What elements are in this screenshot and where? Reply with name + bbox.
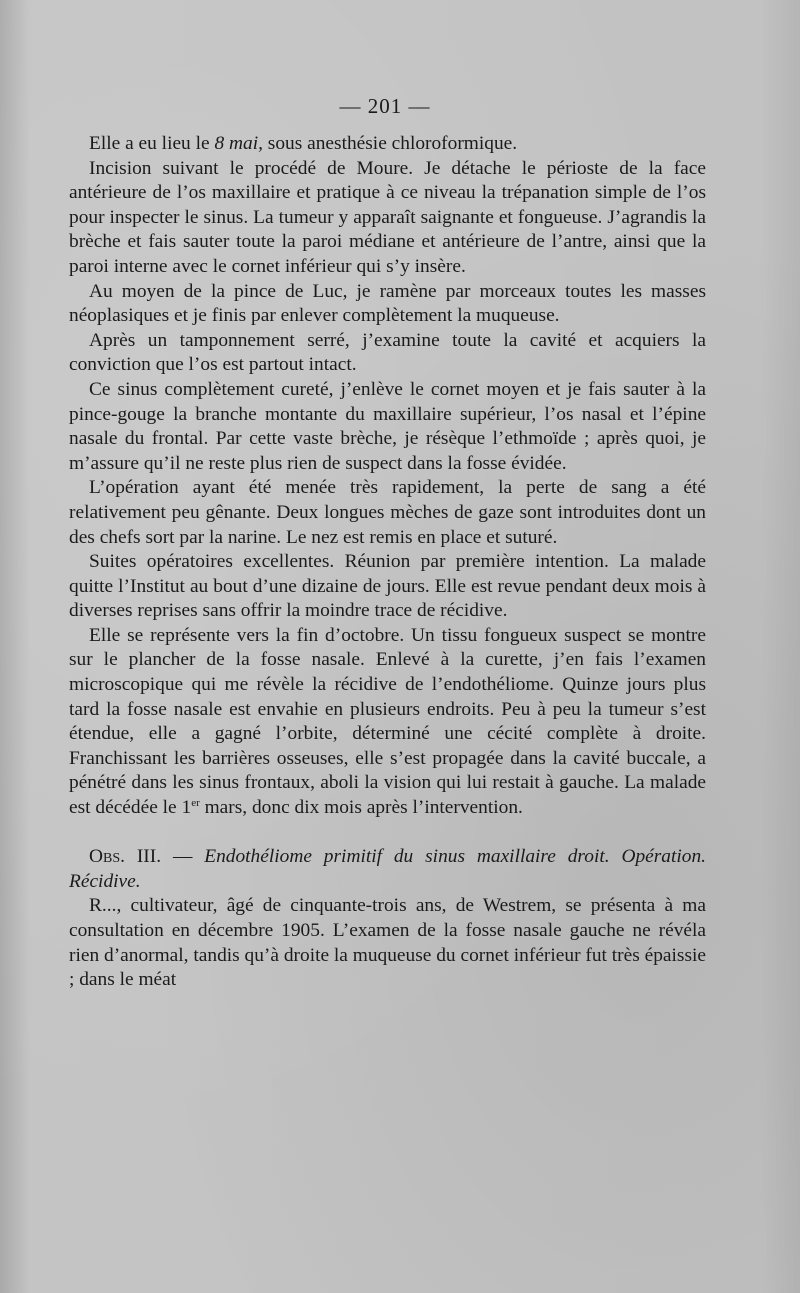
- paragraph: Suites opératoires excellentes. Réunion par première intention. La malade quitte l’Institut au bout d’une dizaine de jours. Elle est revue pendant deux mois à diverses reprises sans offrir la moindre trace de récidive.: [69, 551, 706, 622]
- ordinal-suffix: er: [191, 797, 200, 810]
- observation-dash: —: [161, 846, 205, 868]
- paragraph: Au moyen de la pince de Luc, je ramène par morceaux toutes les masses néoplasiques et je finis par enlever complètement la muqueuse.: [69, 280, 706, 327]
- text-run: sous anesthésie chloroformique.: [262, 133, 518, 154]
- paragraph: Incision suivant le procédé de Moure. Je détache le périoste de la face antérieure de l’os maxillaire et pratique à ce niveau la trépanation simple de l’os pour inspecter le sinus. La tumeur y apparaît saignante et fongueuse. J’agrandis la brèche et fais sauter toute la paroi médiane et antérieure de l’antre, ainsi que la paroi interne avec le cornet inférieur qui s’y insère.: [69, 157, 706, 277]
- paragraph: L’opération ayant été menée très rapidement, la perte de sang a été relativement peu gênante. Deux longues mèches de gaze sont introduites dont un des chefs sort par la narine. Le nez est remis en place et suturé.: [69, 477, 706, 548]
- text-run: Elle se représente vers la fin d’octobre. Un tissu fongueux suspect se montre sur le plancher de la fosse nasale. Enlevé à la curette, j’en fais l’examen microscopique qui me révèle la récidive de l’endothéliome. Quinze jours plus tard la fosse nasale est envahie en plusieurs endroits. Peu à peu la tumeur s’est étendue, elle a gagné l’orbite, déterminé une cécité complète à droite. Franchissant les barrières osseuses, elle s’est propagée dans la cavité buccale, a pénétré dans les sinus frontaux, aboli la vision qui lui restait à gauche. La malade est décédée le: [69, 624, 706, 819]
- body-text: [69, 132, 706, 993]
- text-run: mars, donc dix mois après l’intervention.: [199, 797, 523, 819]
- observation-label: Obs. III.: [89, 846, 162, 868]
- paragraph: [69, 624, 706, 821]
- paragraph: R..., cultivateur, âgé de cinquante-trois ans, de Westrem, se présenta à ma consultation en décembre 1905. L’examen de la fosse nasale gauche ne révéla rien d’anormal, tandis qu’à droite la muqueuse du cornet inférieur fut très épaissie ; dans le méat: [69, 895, 706, 991]
- date-emphasis: 8 mai,: [214, 133, 263, 154]
- observation-heading: [69, 845, 706, 894]
- paragraph: [69, 132, 706, 157]
- paragraph: Après un tamponnement serré, j’examine toute la cavité et acquiers la conviction que l’os est partout intact.: [69, 329, 706, 376]
- text-run: Elle a eu lieu le: [89, 133, 215, 154]
- observation-title: Endothéliome primitif du sinus maxillaire droit. Opération. Récidive.: [69, 846, 707, 892]
- ordinal-number: 1: [181, 797, 192, 819]
- page-number: — 201 —: [339, 94, 431, 118]
- paragraph: Ce sinus complètement cureté, j’enlève le cornet moyen et je fais sauter à la pince-gouge la branche montante du maxillaire supérieur, l’os nasal et l’épine nasale du frontal. Par cette vaste brèche, je résèque l’ethmoïde ; après quoi, je m’assure qu’il ne reste plus rien de suspect dans la fosse évidée.: [69, 378, 706, 474]
